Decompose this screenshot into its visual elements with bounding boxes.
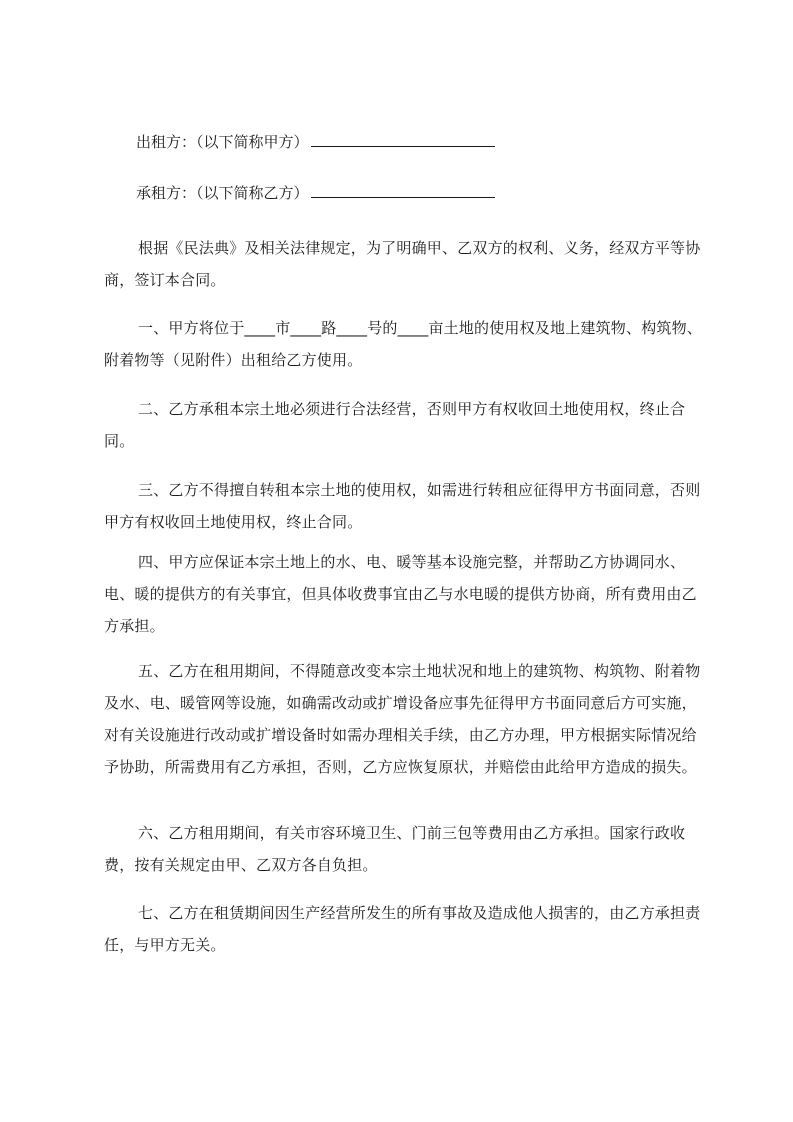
clause-2: 二、乙方承租本宗土地必须进行合法经营，否则甲方有权收回土地使用权，终止合同。 bbox=[104, 400, 686, 450]
lessor-label: 出租方：（以下简称甲方） bbox=[136, 133, 309, 151]
clause-4: 四、甲方应保证本宗土地上的水、电、暖等基本设施完整，并帮助乙方协调同水、电、暖的提供方的有关事宜，但具体收费事宜由乙与水电暖的提供方协商，所有费用由乙方承担。 bbox=[104, 553, 697, 635]
clause-6: 六、乙方租用期间，有关市容环境卫生、门前三包等费用由乙方承担。国家行政收费，按有关规定由甲、乙双方各自负担。 bbox=[104, 824, 686, 874]
clause-5: 五、乙方在租用期间，不得随意改变本宗土地状况和地上的建筑物、构筑物、附着物及水、电、暖管网等设施，如确需改动或扩增设备应事先征得甲方书面同意后方可实施，对有关设施进行改动或扩增设备时如需办理相关手续，由乙方办理，甲方根据实际情况给予协助，所需费用有乙方承担，否则，乙方应恢复原状，并赔偿由此给甲方造成的损失。 bbox=[104, 662, 701, 776]
lessor-line bbox=[136, 132, 495, 152]
clause-7: 七、乙方在租赁期间因生产经营所发生的所有事故及造成他人损害的，由乙方承担责任，与甲方无关。 bbox=[104, 904, 701, 954]
clause-3: 三、乙方不得擅自转租本宗土地的使用权，如需进行转租应征得甲方书面同意，否则甲方有权收回土地使用权，终止合同。 bbox=[104, 481, 701, 531]
lessee-blank bbox=[311, 183, 495, 198]
preamble-paragraph: 根据《民法典》及相关法律规定，为了明确甲、乙双方的权利、义务，经双方平等协商，签订本合同。 bbox=[104, 239, 701, 289]
lessee-line bbox=[136, 183, 495, 203]
lessor-blank bbox=[311, 132, 495, 147]
clause-1: 一、甲方将位于____市____路____号的____亩土地的使用权及地上建筑物、构筑物、附着物等（见附件）出租给乙方使用。 bbox=[104, 319, 703, 369]
lessee-label: 承租方：（以下简称乙方） bbox=[136, 184, 309, 202]
